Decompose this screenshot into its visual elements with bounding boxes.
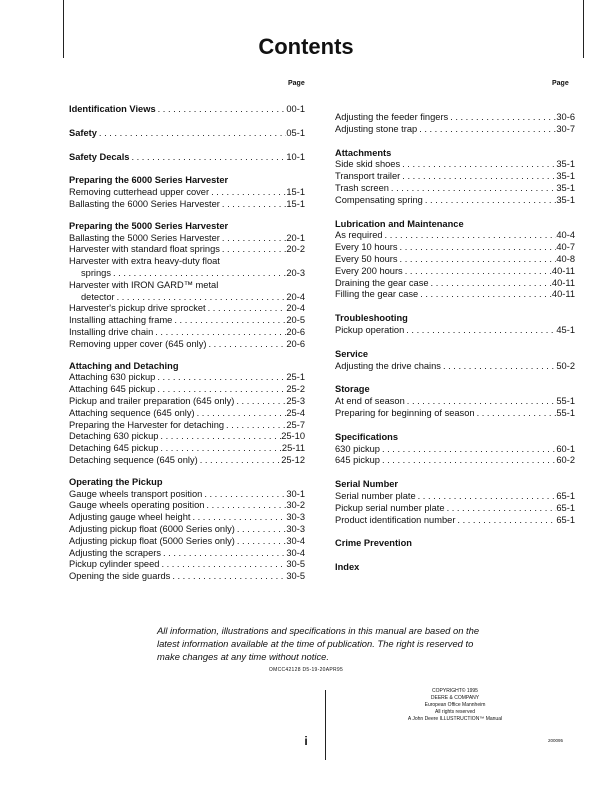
dot-leader bbox=[475, 408, 557, 420]
toc-entry bbox=[69, 536, 305, 548]
toc-page-number: 50-2 bbox=[556, 360, 575, 371]
section-title: Crime Prevention bbox=[335, 538, 412, 549]
copyright-line: A John Deere ILLUSTRUCTION™ Manual bbox=[407, 716, 503, 722]
dot-leader bbox=[445, 503, 557, 515]
toc-page-number: 20-4 bbox=[286, 291, 305, 302]
section-title: Preparing the 5000 Series Harvester bbox=[69, 220, 229, 231]
dot-leader bbox=[159, 559, 286, 571]
toc-entry-title: Trash screen bbox=[335, 182, 389, 193]
left-page-header: Page bbox=[288, 80, 305, 87]
dot-leader bbox=[156, 104, 287, 116]
toc-entry-text: Harvester with IRON GARD™ metal bbox=[69, 279, 219, 290]
toc-section-entry bbox=[69, 152, 305, 164]
toc-entry-title: Adjusting the drive chains bbox=[335, 360, 441, 371]
toc-entry bbox=[69, 315, 305, 327]
dot-leader bbox=[400, 159, 556, 171]
toc-entry bbox=[69, 571, 305, 583]
dot-leader bbox=[441, 361, 556, 373]
toc-entry-title: Harvester's pickup drive sprocket bbox=[69, 303, 206, 314]
dot-leader bbox=[115, 292, 287, 304]
toc-entry-title: Adjusting stone trap bbox=[335, 123, 418, 134]
toc-page-number: 25-11 bbox=[281, 443, 305, 454]
toc-page-number: 30-4 bbox=[286, 535, 305, 546]
dot-leader bbox=[417, 124, 556, 136]
toc-entry bbox=[69, 339, 305, 351]
toc-entry-title: Ballasting the 5000 Series Harvester bbox=[69, 232, 220, 243]
toc-entry bbox=[335, 491, 575, 503]
dot-leader bbox=[389, 183, 556, 195]
toc-entry-title: Gauge wheels transport position bbox=[69, 488, 203, 499]
dot-leader bbox=[153, 327, 286, 339]
section-title: Storage bbox=[335, 384, 370, 395]
toc-entry-title: Detaching sequence (645 only) bbox=[69, 454, 198, 465]
section-title: Attaching and Detaching bbox=[69, 360, 179, 371]
toc-entry-title: Pickup and trailer preparation (645 only) bbox=[69, 395, 235, 406]
dot-leader bbox=[195, 408, 287, 420]
toc-page-number: 40-11 bbox=[551, 277, 575, 288]
dot-leader bbox=[448, 112, 556, 124]
toc-entry-title: Safety Decals bbox=[69, 151, 130, 162]
toc-entry bbox=[335, 444, 575, 456]
toc-page-number: 10-1 bbox=[286, 151, 305, 162]
dot-leader bbox=[429, 278, 552, 290]
toc-entry-title: Adjusting pickup float (6000 Series only) bbox=[69, 523, 235, 534]
document-code: OMCC42128 D5-19-20APR95 bbox=[268, 667, 344, 673]
toc-page-number: 30-6 bbox=[556, 112, 575, 122]
dot-leader bbox=[220, 244, 287, 256]
toc-entry bbox=[69, 512, 305, 524]
dot-leader bbox=[416, 491, 557, 503]
toc-page-number: 45-1 bbox=[556, 324, 575, 335]
toc-entry bbox=[69, 327, 305, 339]
toc-page-number: 25-12 bbox=[281, 454, 305, 465]
dot-leader bbox=[202, 489, 286, 501]
toc-page-number: 60-1 bbox=[556, 443, 575, 454]
toc-entry bbox=[335, 515, 575, 527]
toc-entry-title: Identification Views bbox=[69, 104, 156, 114]
toc-entry bbox=[69, 384, 305, 396]
toc-entry bbox=[335, 230, 575, 242]
toc-page-number: 20-1 bbox=[286, 232, 305, 243]
dot-leader bbox=[235, 524, 287, 536]
toc-entry bbox=[335, 112, 575, 124]
toc-entry bbox=[335, 195, 575, 207]
toc-page-number: 55-1 bbox=[556, 407, 575, 418]
toc-page-number: 15-1 bbox=[286, 187, 305, 198]
section-title: Preparing the 6000 Series Harvester bbox=[69, 175, 229, 186]
toc-entry bbox=[69, 372, 305, 384]
dot-leader bbox=[97, 128, 286, 140]
toc-page-number: 05-1 bbox=[286, 127, 305, 138]
toc-entry-title: Every 50 hours bbox=[335, 253, 398, 264]
toc-entry-title: Product identification number bbox=[335, 514, 456, 525]
toc-entry-title: Installing attaching frame bbox=[69, 315, 173, 326]
toc-entry bbox=[69, 431, 305, 443]
toc-page-number: 40-8 bbox=[556, 253, 575, 264]
toc-entry-title: Every 200 hours bbox=[335, 265, 403, 276]
toc-page-number: 30-5 bbox=[286, 571, 305, 582]
dot-leader bbox=[398, 254, 557, 266]
page-number: i bbox=[304, 734, 308, 748]
toc-page-number: 20-4 bbox=[286, 303, 305, 314]
toc-entry bbox=[69, 244, 305, 256]
toc-entry-title: Detaching 645 pickup bbox=[69, 443, 159, 454]
dot-leader bbox=[161, 548, 286, 560]
dot-leader bbox=[398, 242, 557, 254]
toc-entry-text: Harvester with extra heavy-duty float bbox=[69, 256, 220, 267]
toc-entry-title: Attaching 630 pickup bbox=[69, 372, 156, 383]
dot-leader bbox=[111, 268, 286, 280]
toc-page-number: 30-3 bbox=[286, 523, 305, 534]
dot-leader bbox=[220, 199, 286, 211]
toc-entry bbox=[335, 171, 575, 183]
toc-entry bbox=[69, 199, 305, 211]
toc-page-number: 20-5 bbox=[286, 315, 305, 326]
toc-entry bbox=[335, 325, 575, 337]
toc-entry-title: Filling the gear case bbox=[335, 289, 419, 300]
dot-leader bbox=[380, 444, 556, 456]
toc-entry bbox=[335, 242, 575, 254]
footer-code: 200095 bbox=[548, 738, 564, 743]
toc-page-number: 25-4 bbox=[286, 407, 305, 418]
dot-leader bbox=[170, 571, 286, 583]
toc-entry-title: At end of season bbox=[335, 396, 405, 407]
toc-entry-title: Detaching 630 pickup bbox=[69, 431, 159, 442]
toc-entry-title: Side skid shoes bbox=[335, 159, 401, 170]
toc-entry bbox=[69, 455, 305, 467]
dot-leader bbox=[404, 325, 556, 337]
toc-entry bbox=[335, 266, 575, 278]
toc-entry-title: Installing drive chain bbox=[69, 326, 154, 337]
dot-leader bbox=[234, 396, 286, 408]
dot-leader bbox=[158, 431, 281, 443]
toc-entry-title: Harvester with standard float springs bbox=[69, 244, 220, 255]
toc-entry bbox=[69, 559, 305, 571]
toc-page-number: 55-1 bbox=[556, 396, 575, 407]
toc-entry bbox=[69, 548, 305, 560]
toc-entry-title: 645 pickup bbox=[335, 455, 380, 466]
section-title: Specifications bbox=[335, 431, 399, 442]
toc-page-number: 15-1 bbox=[286, 198, 305, 209]
toc-page-number: 30-1 bbox=[286, 488, 305, 499]
toc-entry-title: Gauge wheels operating position bbox=[69, 500, 205, 511]
dot-leader bbox=[224, 420, 286, 432]
section-title: Operating the Pickup bbox=[69, 476, 163, 487]
toc-page-number: 25-1 bbox=[286, 372, 305, 383]
toc-page-number: 30-4 bbox=[286, 547, 305, 558]
toc-page-number: 40-7 bbox=[556, 242, 575, 253]
toc-entry-title: detector bbox=[81, 291, 115, 302]
toc-entry-title: Draining the gear case bbox=[335, 277, 429, 288]
toc-entry-title: Safety bbox=[69, 127, 97, 138]
toc-entry bbox=[335, 183, 575, 195]
toc-page-number: 65-1 bbox=[556, 514, 575, 525]
disclaimer: All information, illustrations and specifications in this manual are based on the latest information available at the time of publication. The right is reserved to make changes at any time without notice. bbox=[157, 625, 480, 662]
toc-page-number: 20-3 bbox=[286, 267, 305, 278]
toc-page-number: 25-7 bbox=[286, 419, 305, 430]
footer-rule bbox=[325, 690, 326, 760]
dot-leader bbox=[403, 266, 552, 278]
dot-leader bbox=[380, 455, 556, 467]
toc-entry bbox=[335, 124, 575, 136]
dot-leader bbox=[198, 455, 282, 467]
toc-entry-title: Pickup cylinder speed bbox=[69, 559, 160, 570]
toc-entry-title: Transport trailer bbox=[335, 171, 401, 182]
toc-entry bbox=[69, 233, 305, 245]
dot-leader bbox=[418, 289, 552, 301]
toc-page-number: 35-1 bbox=[556, 194, 575, 205]
toc-entry bbox=[69, 489, 305, 501]
toc-section-entry bbox=[69, 128, 305, 140]
toc-entry bbox=[69, 500, 305, 512]
right-page-header: Page bbox=[552, 80, 569, 87]
page-title: Contents bbox=[258, 34, 354, 59]
toc-entry-title: Pickup serial number plate bbox=[335, 502, 445, 513]
toc-page-number: 25-2 bbox=[286, 384, 305, 395]
section-title: Attachments bbox=[335, 147, 392, 158]
toc-entry-title: Attaching 645 pickup bbox=[69, 384, 156, 395]
toc-entry-title: Ballasting the 6000 Series Harvester bbox=[69, 198, 220, 209]
dot-leader bbox=[220, 233, 286, 245]
toc-page-number: 30-5 bbox=[286, 559, 305, 570]
toc-page-number: 30-3 bbox=[286, 512, 305, 523]
toc-entry bbox=[69, 292, 305, 304]
section-title: Index bbox=[335, 562, 360, 573]
toc-page-number: 20-6 bbox=[286, 338, 305, 349]
dot-leader bbox=[455, 515, 556, 527]
dot-leader bbox=[423, 195, 557, 207]
toc-page-number: 65-1 bbox=[556, 502, 575, 513]
toc-entry bbox=[69, 420, 305, 432]
toc-section-entry bbox=[69, 104, 305, 116]
toc-entry-title: Serial number plate bbox=[335, 490, 416, 501]
dot-leader bbox=[206, 339, 286, 351]
toc-page-number: 40-4 bbox=[556, 230, 575, 241]
dot-leader bbox=[129, 152, 286, 164]
toc-entry-title: Adjusting gauge wheel height bbox=[69, 512, 191, 523]
toc-entry bbox=[69, 268, 305, 280]
section-title: Lubrication and Maintenance bbox=[335, 218, 464, 229]
toc-entry bbox=[335, 278, 575, 290]
toc-entry-title: Compensating spring bbox=[335, 194, 423, 205]
toc-page-number: 40-11 bbox=[551, 289, 575, 300]
dot-leader bbox=[235, 536, 287, 548]
toc-entry-title: Attaching sequence (645 only) bbox=[69, 407, 195, 418]
toc-entry-title: Opening the side guards bbox=[69, 571, 171, 582]
toc-entry bbox=[335, 455, 575, 467]
toc-page-number: 40-11 bbox=[551, 265, 575, 276]
toc-entry bbox=[335, 396, 575, 408]
toc-entry-title: Removing cutterhead upper cover bbox=[69, 187, 210, 198]
toc-entry-title: 630 pickup bbox=[335, 443, 380, 454]
toc-entry-title: As required bbox=[335, 230, 383, 241]
toc-entry-title: Pickup operation bbox=[335, 324, 405, 335]
toc-page-number: 30-7 bbox=[556, 123, 575, 134]
toc-entry bbox=[335, 361, 575, 373]
toc-entry bbox=[69, 524, 305, 536]
toc-page-number: 25-10 bbox=[281, 431, 305, 442]
toc-entry-title: springs bbox=[81, 267, 111, 278]
toc-page-number: 35-1 bbox=[556, 171, 575, 182]
toc-entry bbox=[69, 187, 305, 199]
toc-entry bbox=[335, 159, 575, 171]
dot-leader bbox=[209, 187, 286, 199]
dot-leader bbox=[206, 303, 287, 315]
toc-entry bbox=[69, 303, 305, 315]
dot-leader bbox=[405, 396, 557, 408]
toc-page-number: 35-1 bbox=[556, 159, 575, 170]
toc-page-number: 30-2 bbox=[286, 500, 305, 511]
toc-page-number: 20-2 bbox=[286, 244, 305, 255]
dot-leader bbox=[400, 171, 556, 183]
toc-entry-title: Every 10 hours bbox=[335, 242, 398, 253]
toc-page-number: 25-3 bbox=[286, 395, 305, 406]
dot-leader bbox=[155, 372, 286, 384]
toc-entry-title: Preparing for beginning of season bbox=[335, 407, 475, 418]
toc-left-column bbox=[69, 104, 305, 583]
toc-page-number: 00-1 bbox=[286, 104, 305, 114]
toc-entry-title: Removing upper cover (645 only) bbox=[69, 338, 207, 349]
toc-page-number: 65-1 bbox=[556, 490, 575, 501]
copyright-line: DEERE & COMPANY bbox=[430, 695, 480, 701]
dot-leader bbox=[383, 230, 557, 242]
toc-entry bbox=[335, 408, 575, 420]
copyright-block bbox=[380, 688, 530, 723]
toc-entry bbox=[335, 289, 575, 301]
toc-page-number: 20-6 bbox=[286, 326, 305, 337]
section-title: Service bbox=[335, 348, 369, 359]
toc-page-number: 60-2 bbox=[556, 455, 575, 466]
toc-entry bbox=[69, 443, 305, 455]
copyright-line: COPYRIGHT© 1995 bbox=[432, 688, 478, 694]
toc-right-column bbox=[335, 104, 575, 574]
copyright-line: All rights reserved bbox=[434, 709, 475, 715]
toc-page-number: 35-1 bbox=[556, 182, 575, 193]
dot-leader bbox=[204, 500, 286, 512]
toc-entry bbox=[335, 254, 575, 266]
section-title: Serial Number bbox=[335, 479, 399, 490]
toc-entry-title: Adjusting pickup float (5000 Series only) bbox=[69, 535, 235, 546]
toc-entry-title: Preparing the Harvester for detaching bbox=[69, 419, 225, 430]
toc-entry-title: Adjusting the feeder fingers bbox=[335, 112, 449, 122]
section-title: Troubleshooting bbox=[335, 313, 408, 324]
dot-leader bbox=[155, 384, 286, 396]
toc-entry bbox=[335, 503, 575, 515]
dot-leader bbox=[158, 443, 281, 455]
dot-leader bbox=[190, 512, 286, 524]
toc-entry bbox=[69, 408, 305, 420]
toc-entry-title: Adjusting the scrapers bbox=[69, 547, 161, 558]
toc-entry bbox=[69, 396, 305, 408]
dot-leader bbox=[172, 315, 286, 327]
copyright-line: European Office Mannheim bbox=[424, 702, 486, 708]
